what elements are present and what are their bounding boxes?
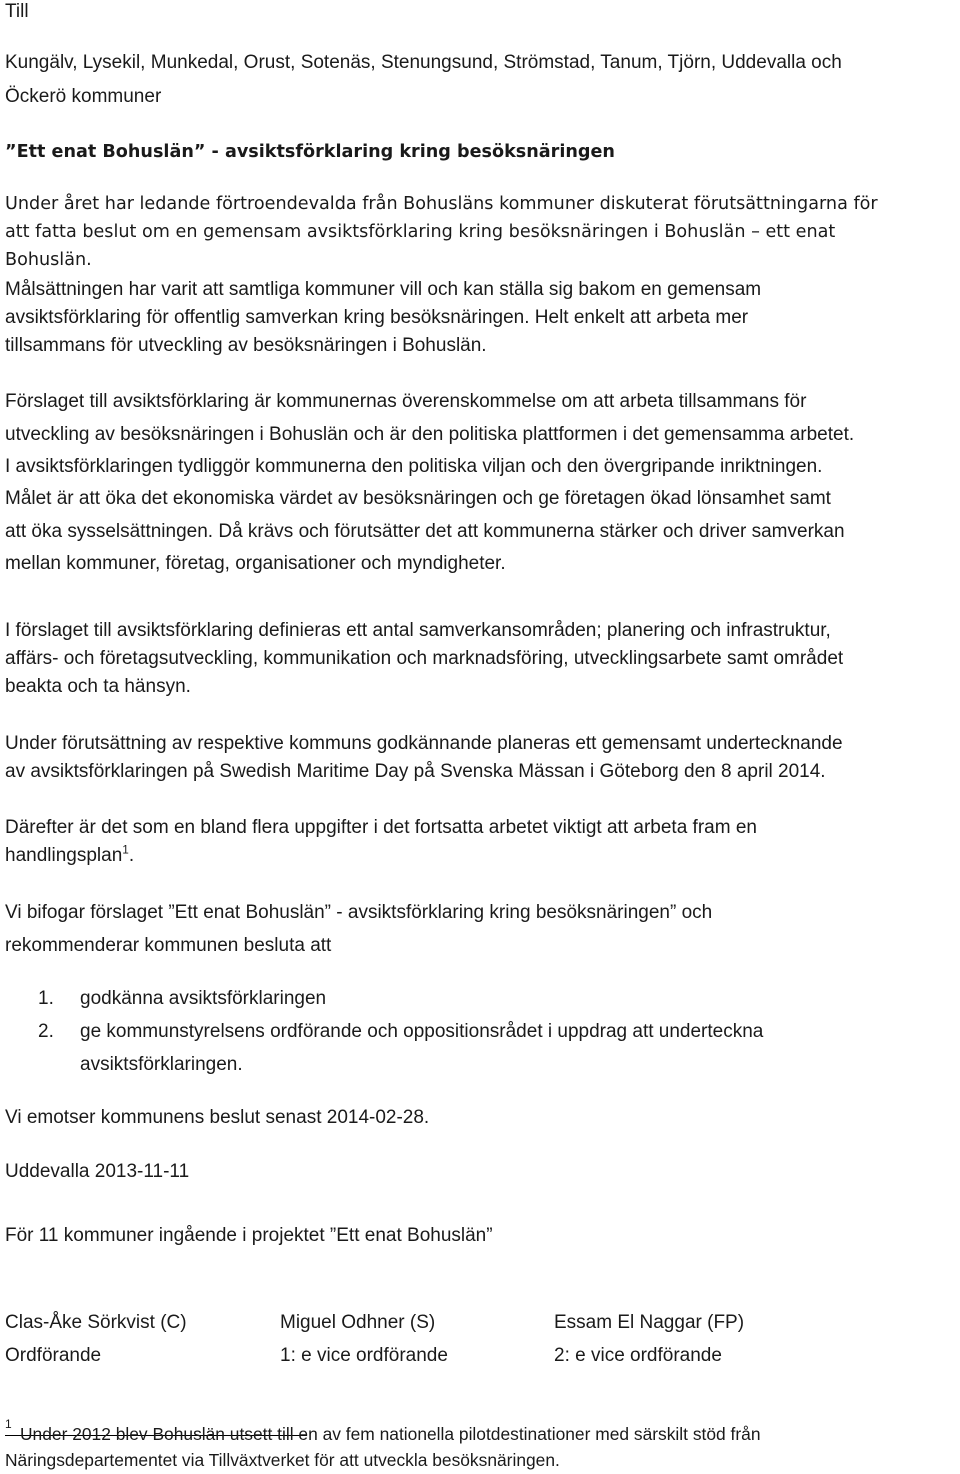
signatory-name: Miguel Odhner (S) <box>280 1312 436 1333</box>
goal-line: avsiktsförklaring för offentlig samverkan kring besöksnäringen. Helt enkelt att arbeta mer <box>5 307 749 328</box>
footnote-line: Under 2012 blev Bohuslän utsett till en av fem nationella pilotdestinationer med särskilt stöd från <box>20 1424 761 1444</box>
goal-line: tillsammans för utveckling av besöksnäringen i Bohuslän. <box>5 335 487 356</box>
on-behalf: För 11 kommuner ingående i projektet ”Ett enat Bohuslän” <box>5 1225 493 1246</box>
proposal-line: I avsiktsförklaringen tydliggör kommunerna den politiska viljan och den övergripande inriktningen. <box>5 456 823 477</box>
footnote-mark: 1 <box>5 1417 12 1431</box>
signatory-name: Essam El Naggar (FP) <box>554 1312 745 1333</box>
intro-line: Under året har ledande förtroendevalda från Bohusläns kommuner diskuterat förutsättningarna för <box>5 194 878 214</box>
proposal-line: Förslaget till avsiktsförklaring är kommunernas överenskommelse om att arbeta tillsammans för <box>5 391 807 412</box>
list-item: godkänna avsiktsförklaringen <box>80 988 327 1009</box>
recipients-line: Kungälv, Lysekil, Munkedal, Orust, Sotenäs, Stenungsund, Strömstad, Tanum, Tjörn, Uddevalla och <box>5 52 842 73</box>
next-step-period: . <box>128 845 135 866</box>
proposal-line: utveckling av besöksnäringen i Bohuslän och är den politiska plattformen i det gemensamma arbetet. <box>5 424 855 445</box>
signing-line: av avsiktsförklaringen på Swedish Maritime Day på Svenska Mässan i Göteborg den 8 april 2014. <box>5 761 826 782</box>
next-step-text: handlingsplan <box>5 845 123 866</box>
goal-line: Målsättningen har varit att samtliga kommuner vill och kan ställa sig bakom en gemensam <box>5 279 762 300</box>
proposal-line: mellan kommuner, företag, organisationer och myndigheter. <box>5 553 506 574</box>
request-line: Vi bifogar förslaget ”Ett enat Bohuslän” - avsiktsförklaring kring besöksnäringen” och <box>5 902 713 923</box>
deadline: Vi emotser kommunens beslut senast 2014-02-28. <box>5 1107 430 1128</box>
request-line: rekommenderar kommunen besluta att <box>5 935 332 956</box>
list-number: 1. <box>38 988 54 1009</box>
intro-line: Bohuslän. <box>5 250 92 270</box>
list-item-continuation: avsiktsförklaringen. <box>80 1054 243 1075</box>
signatory-role: Ordförande <box>5 1345 102 1366</box>
letter-heading: ”Ett enat Bohuslän” - avsiktsförklaring kring besöksnäringen <box>5 142 615 162</box>
list-number: 2. <box>38 1021 54 1042</box>
next-step-line: Därefter är det som en bland flera uppgifter i det fortsatta arbetet viktigt att arbeta fram en <box>5 817 757 838</box>
addressee-label: Till <box>5 1 29 22</box>
place-date: Uddevalla 2013-11-11 <box>5 1161 190 1182</box>
next-step-line <box>5 844 134 868</box>
areas-line: I förslaget till avsiktsförklaring definieras ett antal samverkansområden; planering och infrastruktur, <box>5 620 831 641</box>
footnote-line: Näringsdepartementet via Tillväxtverket för att utveckla besöksnäringen. <box>5 1450 560 1470</box>
areas-line: affärs- och företagsutveckling, kommunikation och marknadsföring, utvecklingsarbete samt området <box>5 648 844 669</box>
areas-line: beakta och ta hänsyn. <box>5 676 191 697</box>
intro-line: att fatta beslut om en gemensam avsiktsförklaring kring besöksnäringen i Bohuslän – ett enat <box>5 222 836 242</box>
footnote-reference: 1 <box>122 843 129 857</box>
signatory-role: 1: e vice ordförande <box>280 1345 448 1366</box>
recipients-line: Öckerö kommuner <box>5 86 162 107</box>
list-item: ge kommunstyrelsens ordförande och oppositionsrådet i uppdrag att underteckna <box>80 1021 764 1042</box>
signatory-role: 2: e vice ordförande <box>554 1345 722 1366</box>
signatory-name: Clas-Åke Sörkvist (C) <box>5 1312 187 1333</box>
proposal-line: att öka sysselsättningen. Då krävs och förutsätter det att kommunerna stärker och driver samverkan <box>5 521 845 542</box>
signing-line: Under förutsättning av respektive kommuns godkännande planeras ett gemensamt undertecknande <box>5 733 843 754</box>
proposal-line: Målet är att öka det ekonomiska värdet av besöksnäringen och ge företagen ökad lönsamhet samt <box>5 488 831 509</box>
